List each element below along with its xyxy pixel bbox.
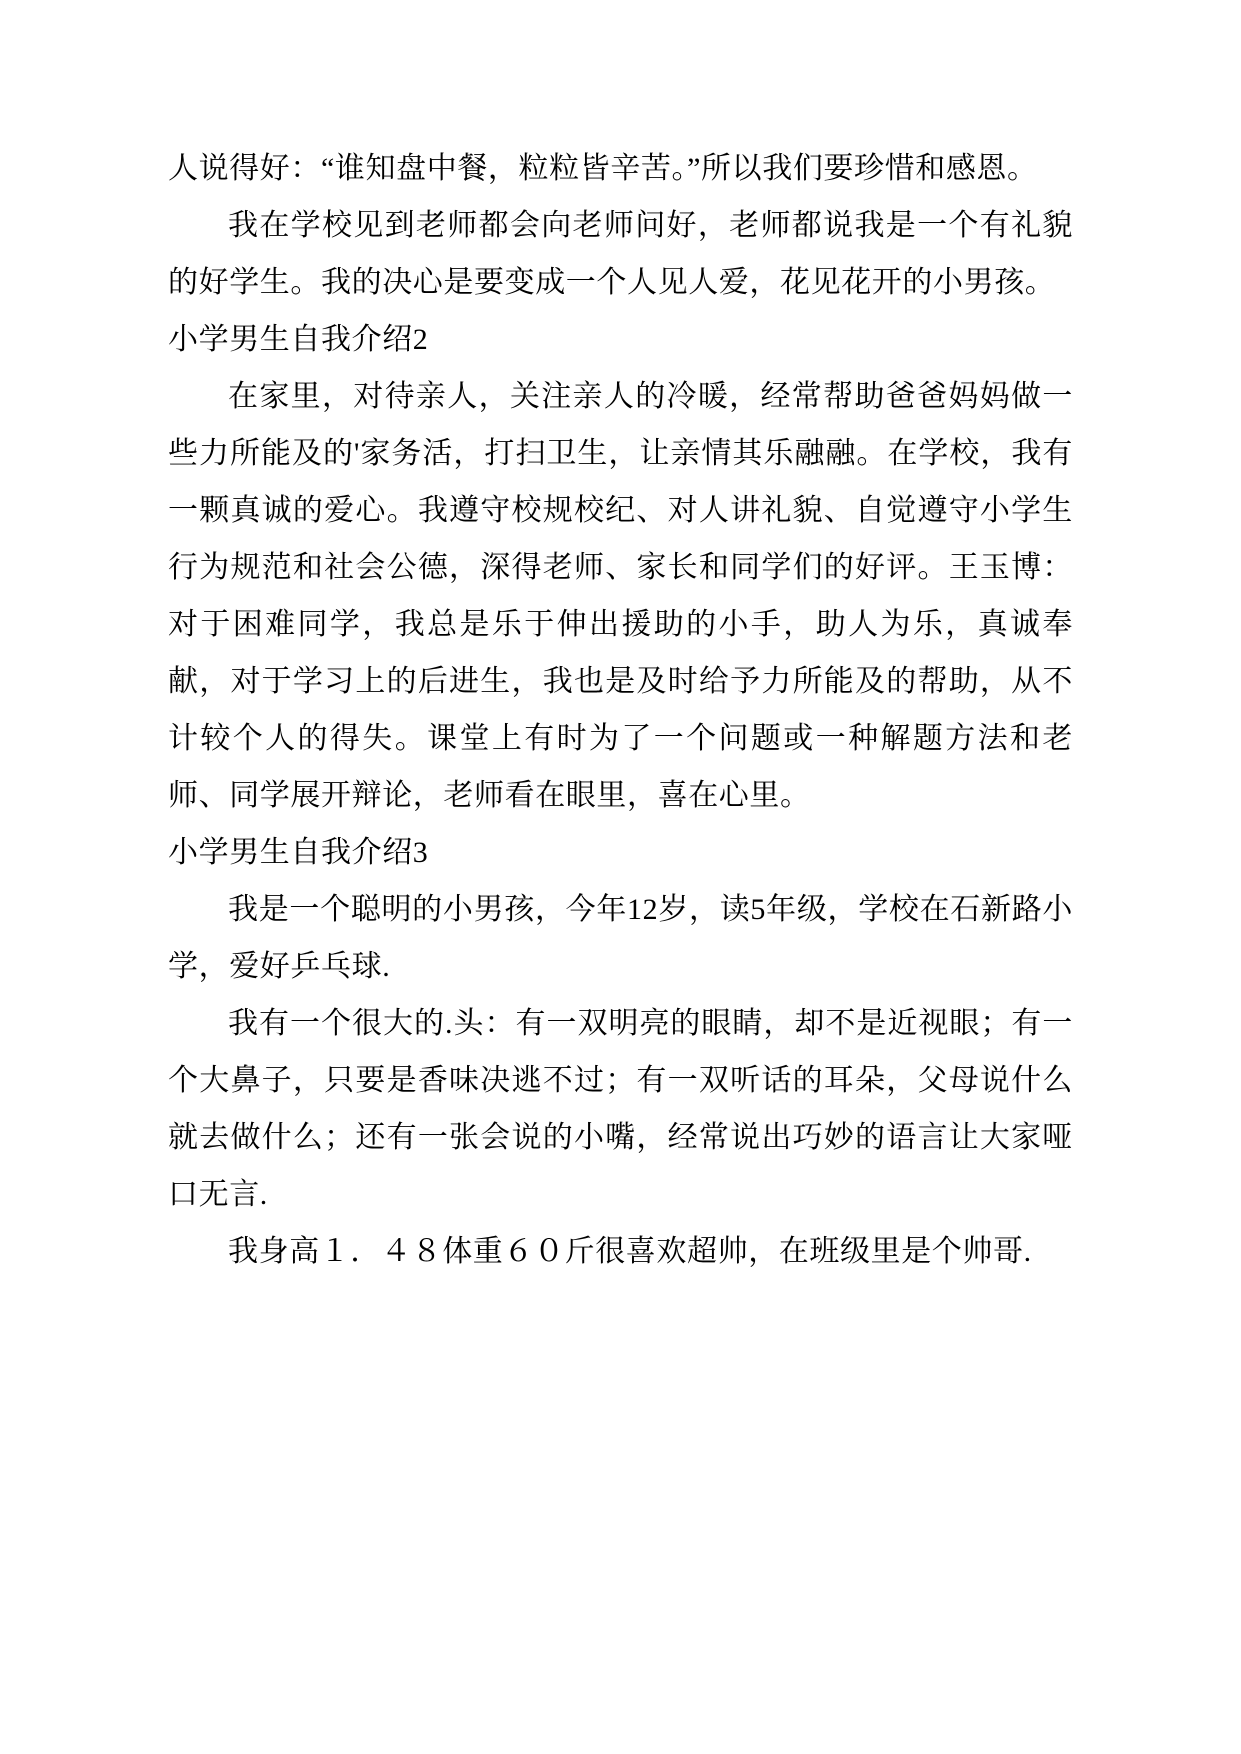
document-body (168, 140, 1073, 1280)
paragraph-home-and-school: 在家里，对待亲人，关注亲人的冷暖，经常帮助爸爸妈妈做一些力所能及的'家务活，打扫卫生，让亲情其乐融融。在学校，我有一颗真诚的爱心。我遵守校规校纪、对人讲礼貌、自觉遵守小学生行为规范和社会公德，深得老师、家长和同学们的好评。王玉博：对于困难同学，我总是乐于伸出援助的小手，助人为乐，真诚奉献，对于学习上的后进生，我也是及时给予力所能及的帮助，从不计较个人的得失。课堂上有时为了一个问题或一种解题方法和老师、同学展开辩论，老师看在眼里，喜在心里。 (168, 380, 1073, 812)
heading-self-introduction-2: 小学男生自我介绍2 (168, 323, 429, 356)
paragraph-appearance: 我有一个很大的.头：有一双明亮的眼睛，却不是近视眼；有一个大鼻子，只要是香味决逃不过；有一双听话的耳朵，父母说什么就去做什么；还有一张会说的小嘴，经常说出巧妙的语言让大家哑口无言. (168, 1007, 1073, 1211)
heading-self-introduction-3: 小学男生自我介绍3 (168, 836, 429, 869)
paragraph-intro-age: 我是一个聪明的小男孩，今年12岁，读5年级，学校在石新路小学，爱好乒乓球. (168, 893, 1073, 983)
paragraph-school-greeting: 我在学校见到老师都会向老师问好，老师都说我是一个有礼貌的好学生。我的决心是要变成一个人见人爱，花见花开的小男孩。 (168, 209, 1073, 299)
paragraph-continued: 人说得好：“谁知盘中餐，粒粒皆辛苦。”所以我们要珍惜和感恩。 (168, 152, 1038, 185)
paragraph-height-weight: 我身高１．４８体重６０斤很喜欢超帅，在班级里是个帅哥. (228, 1235, 1032, 1268)
